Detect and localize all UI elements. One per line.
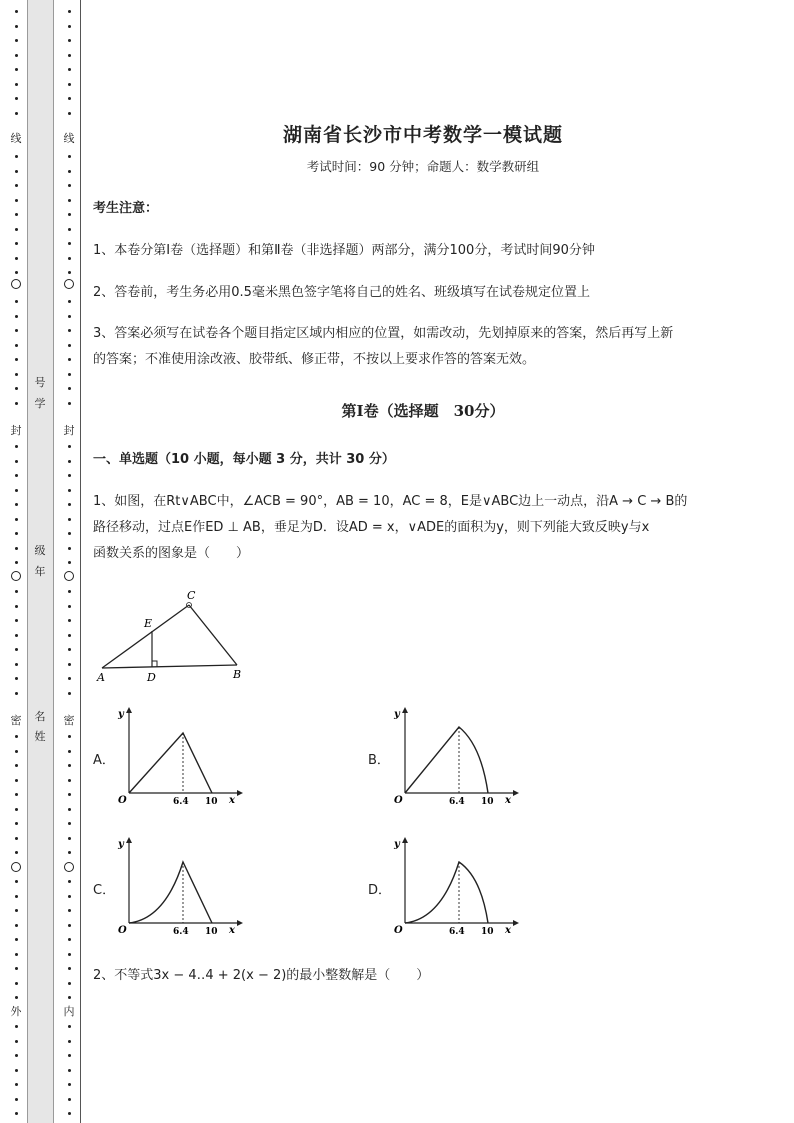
cut-dot [68,532,71,535]
vertex-label-d: D [147,671,156,684]
cut-dot [68,1025,71,1028]
cut-dot [68,445,71,448]
cut-label-secret-left: 密 [10,714,22,727]
cut-dot [68,170,71,173]
cut-dot [15,39,18,42]
tick-label-end: 10 [481,797,494,805]
tick-label-peak: 6.4 [173,797,189,805]
origin-label: O [394,795,403,805]
option-b-label[interactable]: B． [368,753,390,768]
cut-dot [15,54,18,57]
cut-dot [68,982,71,985]
cut-dot [68,387,71,390]
cut-dot [15,387,18,390]
cut-dot [68,373,71,376]
graph-option-a[interactable] [115,705,245,805]
tick-label-peak: 6.4 [449,797,465,805]
cut-dot [68,10,71,13]
cut-dot [15,503,18,506]
option-c-label[interactable]: C． [93,883,116,898]
graph-option-b[interactable] [391,705,521,805]
cut-dot [68,460,71,463]
cut-dot [68,1112,71,1115]
cut-dot [68,953,71,956]
cut-dot [68,938,71,941]
cut-dot [68,547,71,550]
cut-dot [15,199,18,202]
cut-dot [68,489,71,492]
origin-label: O [118,795,127,805]
cut-label-inner: 内 [63,1005,75,1018]
field-label-number-1: 号 [34,376,46,389]
cut-dot [15,1112,18,1115]
notice-item-3-cont: 的答案；不准使用涂改液、胶带纸、修正带，不按以上要求作答的答案无效。 [93,352,536,367]
cut-label-line-left: 线 [10,132,22,145]
tick-label-end: 10 [481,927,494,935]
cut-dot [68,271,71,274]
cut-dot [15,532,18,535]
tick-label-end: 10 [205,927,218,935]
cut-dot [15,851,18,854]
notice-item-2: 2、答卷前，考生务必用0.5毫米黑色签字笔将自己的姓名、班级填写在试卷规定位置上 [93,285,590,300]
cut-dot [15,663,18,666]
cut-dot [15,880,18,883]
field-label-name-1: 名 [34,710,46,723]
cut-dot [68,68,71,71]
cut-dot [15,924,18,927]
vertex-label-a: A [97,671,105,684]
notice-heading: 考生注意： [93,201,159,216]
binding-margin [0,0,82,1123]
vertex-label-c: C [187,589,196,602]
cut-dot [68,750,71,753]
field-label-number-2: 学 [34,397,46,410]
axis-label-y: y [118,709,124,720]
cut-dot [68,184,71,187]
cut-label-line-right: 线 [63,132,75,145]
cut-dot [68,851,71,854]
cut-dot [68,155,71,158]
cut-dot [15,1098,18,1101]
cut-dot [68,605,71,608]
axis-label-x: x [229,795,235,805]
cut-dot [15,590,18,593]
ring-mark [64,279,74,289]
ring-mark [64,571,74,581]
cut-dot [68,257,71,260]
cut-dot [15,489,18,492]
cut-dot [68,909,71,912]
question-1-line-3: 函数关系的图象是（ ） [93,546,250,561]
cut-dot [68,83,71,86]
cut-dot [15,1083,18,1086]
cut-dot [15,213,18,216]
cut-dot [15,779,18,782]
cut-dot [68,1098,71,1101]
cut-dot [15,228,18,231]
vertex-label-b: B [233,668,242,681]
cut-dot [68,619,71,622]
cut-dot [15,460,18,463]
cut-dot [68,54,71,57]
cut-dot [15,300,18,303]
cut-dot [15,25,18,28]
cut-dot [68,967,71,970]
cut-dot [15,808,18,811]
cut-dot [15,750,18,753]
ring-mark [11,571,21,581]
cut-dot [68,358,71,361]
field-label-grade-2: 年 [34,565,46,578]
cut-dot [15,677,18,680]
axis-label-x: x [505,925,511,935]
cut-dot [15,1040,18,1043]
cut-dot [68,213,71,216]
cut-dot [68,1054,71,1057]
cut-dot [68,895,71,898]
cut-dot [15,764,18,767]
page-title: 湖南省长沙市中考数学一模试题 [282,124,563,146]
cut-dot [15,315,18,318]
cut-dot [15,561,18,564]
cut-dot [15,10,18,13]
cut-dot [15,605,18,608]
cut-dot [68,315,71,318]
cut-dot [15,982,18,985]
ring-mark [11,862,21,872]
notice-item-1: 1、本卷分第Ⅰ卷（选择题）和第Ⅱ卷（非选择题）两部分，满分100分，考试时间90分钟 [93,243,595,258]
cut-dot [68,329,71,332]
cut-dot [68,402,71,405]
cut-dot [15,967,18,970]
cut-dot [15,837,18,840]
ring-mark [64,862,74,872]
cut-dot [15,735,18,738]
cut-dot [68,1040,71,1043]
cut-dot [68,199,71,202]
cut-dot [68,300,71,303]
cut-dot [15,547,18,550]
axis-label-y: y [394,709,400,720]
cut-dot [15,953,18,956]
origin-label: O [394,925,403,935]
option-a-label[interactable]: A． [93,753,115,768]
question-1-line-2: 路径移动，过点E作ED ⊥ AB，垂足为D．设AD = x，∨ADE的面积为y，则下列能大致反映y与x [93,520,650,535]
cut-dot [68,25,71,28]
cut-dot [15,242,18,245]
cut-dot [68,648,71,651]
cut-dot [15,112,18,115]
graph-option-d[interactable] [391,835,521,935]
cut-dot [15,648,18,651]
cut-dot [68,822,71,825]
section-heading: 一、单选题（10 小题，每小题 3 分，共计 30 分） [93,452,395,467]
cut-dot [15,634,18,637]
ring-mark [11,279,21,289]
cut-dot [68,1069,71,1072]
question-2: 2、不等式3x − 4‥4 + 2(x − 2)的最小整数解是（ ） [93,968,430,983]
cut-dot [15,344,18,347]
field-label-grade-1: 级 [34,544,46,557]
cut-dot [15,402,18,405]
cut-dot [15,83,18,86]
cut-dot [15,1054,18,1057]
cut-dot [15,445,18,448]
cut-dot [15,909,18,912]
vertex-label-e: E [144,617,153,630]
cut-dot [15,257,18,260]
cut-dot [15,619,18,622]
cut-dot [68,779,71,782]
cut-label-secret-right: 密 [63,714,75,727]
cut-dot [15,97,18,100]
cut-dot [68,474,71,477]
tick-label-peak: 6.4 [449,927,465,935]
cut-dot [68,518,71,521]
tick-label-peak: 6.4 [173,927,189,935]
cut-dot [68,735,71,738]
question-1-line-1: 1、如图，在Rt∨ABC中，∠ACB = 90°，AB = 10，AC = 8，E是∨ABC边上一动点，沿A → C → B的 [93,494,688,509]
origin-label: O [118,925,127,935]
cut-dot [15,938,18,941]
cut-dot [68,242,71,245]
cut-dot [68,764,71,767]
cut-dot [15,184,18,187]
cut-label-outer: 外 [10,1005,22,1018]
cut-dot [68,112,71,115]
cut-dot [68,880,71,883]
graph-option-c[interactable] [115,835,245,935]
cut-dot [15,1069,18,1072]
notice-item-3: 3、答案必须写在试卷各个题目指定区域内相应的位置，如需改动，先划掉原来的答案，然后再写上新 [93,326,674,341]
cut-dot [15,474,18,477]
cut-dot [68,1083,71,1086]
option-d-label[interactable]: D． [368,883,392,898]
cut-dot [68,97,71,100]
triangle-figure [93,585,253,685]
cut-dot [68,808,71,811]
cut-dot [15,518,18,521]
cut-dot [15,329,18,332]
binding-strip [27,0,54,1123]
cut-dot [68,39,71,42]
axis-label-x: x [505,795,511,805]
cut-dot [15,793,18,796]
cut-dot [68,228,71,231]
cut-dot [68,634,71,637]
cut-dot [15,155,18,158]
axis-label-y: y [118,839,124,850]
cut-dot [68,996,71,999]
cut-dot [68,344,71,347]
cut-dot [15,170,18,173]
cut-dot [68,924,71,927]
cut-dot [68,677,71,680]
cut-dot [68,663,71,666]
field-label-name-2: 姓 [34,730,46,743]
cut-dot [68,561,71,564]
cut-dot [68,692,71,695]
cut-label-seal-left: 封 [10,424,22,437]
cut-dot [15,1025,18,1028]
cut-dot [68,837,71,840]
cut-dot [15,373,18,376]
cut-dot [68,503,71,506]
margin-rule [80,0,81,1123]
cut-dot [68,793,71,796]
cut-dot [15,996,18,999]
cut-dot [15,822,18,825]
cut-dot [15,68,18,71]
cut-dot [15,271,18,274]
axis-label-y: y [394,839,400,850]
tick-label-end: 10 [205,797,218,805]
cut-dot [68,590,71,593]
exam-info: 考试时间：90 分钟；命题人：数学教研组 [306,159,540,174]
cut-dot [15,358,18,361]
part-title: 第Ⅰ卷（选择题 30分） [341,402,505,420]
cut-dot [15,895,18,898]
axis-label-x: x [229,925,235,935]
cut-dot [15,692,18,695]
cut-label-seal-right: 封 [63,424,75,437]
